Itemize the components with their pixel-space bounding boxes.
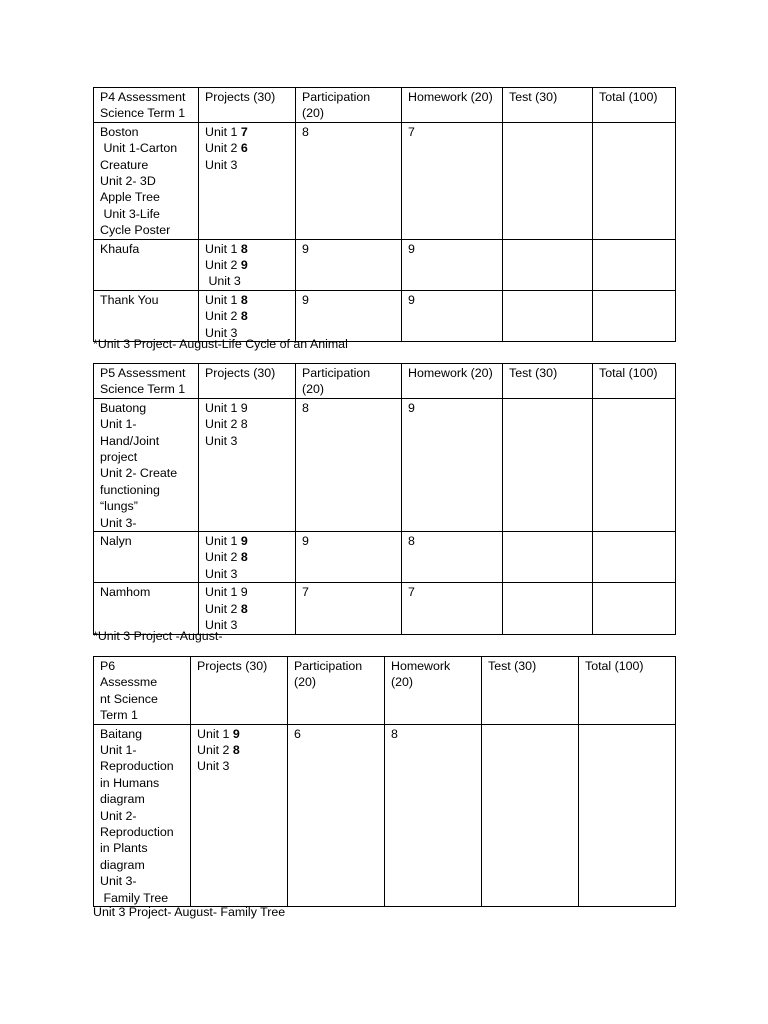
p4-assessment-table — [93, 87, 676, 342]
student-cell — [94, 239, 199, 290]
project-score-line: Unit 3 — [205, 157, 238, 172]
homework-cell: 8 — [402, 532, 503, 583]
participation-cell: 7 — [296, 583, 402, 634]
homework-cell: 7 — [402, 122, 503, 239]
project-score-line: Unit 1 9 — [205, 400, 248, 415]
header-cell-homework: Homework (20) — [402, 364, 503, 399]
project-description: Unit 1-Carton — [100, 141, 178, 156]
total-cell — [593, 290, 676, 341]
project-score-line: Unit 3 — [205, 325, 238, 340]
header-cell-total: Total (100) — [579, 657, 676, 725]
student-name: Baitang — [100, 726, 143, 741]
projects-cell — [199, 239, 296, 290]
project-score-line: Unit 2 9 — [205, 258, 248, 273]
header-cell-homework: Homework (20) — [402, 88, 503, 123]
header-cell-test: Test (30) — [503, 88, 593, 123]
student-name: Boston — [100, 124, 139, 139]
project-score-line: Unit 2 8 — [205, 601, 248, 616]
project-description: Unit 3- — [100, 874, 137, 889]
test-cell — [503, 122, 593, 239]
test-cell — [503, 239, 593, 290]
header-cell-class: P5 Assessment Science Term 1 — [94, 364, 199, 399]
participation-cell: 8 — [296, 398, 402, 531]
projects-cell — [199, 532, 296, 583]
homework-cell: 7 — [402, 583, 503, 634]
project-description: Unit 2- — [100, 808, 137, 823]
homework-cell: 9 — [402, 239, 503, 290]
header-cell-test: Test (30) — [503, 364, 593, 399]
participation-cell: 9 — [296, 239, 402, 290]
student-name: Buatong — [100, 400, 147, 415]
header-cell-total: Total (100) — [593, 364, 676, 399]
header-cell-participation: Participation (20) — [296, 88, 402, 123]
project-description: project — [100, 450, 138, 465]
project-description: Cycle Poster — [100, 223, 171, 238]
project-description: Unit 3-Life — [100, 206, 160, 221]
project-description: Apple Tree — [100, 190, 160, 205]
p6-assessment-table — [93, 656, 676, 907]
projects-cell — [199, 583, 296, 634]
project-score-line: Unit 2 8 — [205, 309, 248, 324]
total-cell — [593, 239, 676, 290]
table-header-row — [94, 88, 676, 123]
header-cell-homework: Homework (20) — [385, 657, 482, 725]
project-score-line: Unit 3 — [205, 274, 241, 289]
student-name: Nalyn — [100, 534, 132, 549]
project-description: Family Tree — [100, 890, 169, 905]
project-description: Unit 1- — [100, 743, 137, 758]
table-row — [94, 583, 676, 634]
student-cell — [94, 398, 199, 531]
project-score-line: Unit 1 8 — [205, 241, 248, 256]
participation-cell: 6 — [288, 724, 385, 906]
projects-cell — [199, 398, 296, 531]
projects-cell — [191, 724, 288, 906]
project-score-line: Unit 1 9 — [205, 534, 248, 549]
table-row — [94, 290, 676, 341]
table-row — [94, 398, 676, 531]
project-description: Unit 3- — [100, 515, 137, 530]
student-cell — [94, 724, 191, 906]
total-cell — [593, 398, 676, 531]
project-description: Unit 1- — [100, 417, 137, 432]
student-name: Khaufa — [100, 241, 140, 256]
header-cell-projects: Projects (30) — [199, 88, 296, 123]
homework-cell: 9 — [402, 398, 503, 531]
header-cell-participation: Participation (20) — [296, 364, 402, 399]
project-score-line: Unit 1 9 — [197, 726, 240, 741]
table-row — [94, 122, 676, 239]
p5-assessment-table — [93, 363, 676, 635]
test-cell — [482, 724, 579, 906]
project-description: “lungs” — [100, 499, 138, 514]
project-score-line: Unit 2 8 — [197, 743, 240, 758]
project-score-line: Unit 3 — [197, 759, 230, 774]
project-score-line: Unit 1 9 — [205, 585, 248, 600]
project-description: Unit 2- Create — [100, 466, 178, 481]
participation-cell: 9 — [296, 290, 402, 341]
project-description: in Plants — [100, 841, 148, 856]
total-cell — [593, 583, 676, 634]
table-footnote: *Unit 3 Project- August-Life Cycle of an Animal — [93, 337, 348, 351]
project-score-line: Unit 3 — [205, 433, 238, 448]
homework-cell: 8 — [385, 724, 482, 906]
projects-cell — [199, 122, 296, 239]
table-footnote: Unit 3 Project- August- Family Tree — [93, 905, 286, 919]
table-footnote: *Unit 3 Project -August- — [93, 629, 223, 643]
project-description: in Humans — [100, 775, 160, 790]
student-cell — [94, 532, 199, 583]
project-description: diagram — [100, 792, 145, 807]
table-row — [94, 724, 676, 906]
table-header-row — [94, 657, 676, 725]
project-score-line: Unit 2 8 — [205, 417, 248, 432]
participation-cell: 8 — [296, 122, 402, 239]
project-description: Reproduction — [100, 825, 174, 840]
header-cell-class: P6 Assessment Science Term 1 — [94, 657, 191, 725]
project-score-line: Unit 1 8 — [205, 292, 248, 307]
header-cell-test: Test (30) — [482, 657, 579, 725]
header-cell-participation: Participation (20) — [288, 657, 385, 725]
test-cell — [503, 532, 593, 583]
header-cell-projects: Projects (30) — [191, 657, 288, 725]
project-description: Unit 2- 3D — [100, 174, 156, 189]
test-cell — [503, 583, 593, 634]
total-cell — [593, 122, 676, 239]
table-row — [94, 239, 676, 290]
student-cell — [94, 122, 199, 239]
header-cell-total: Total (100) — [593, 88, 676, 123]
project-description: Hand/Joint — [100, 433, 160, 448]
student-name: Namhom — [100, 585, 151, 600]
project-description: Creature — [100, 157, 149, 172]
student-name: Thank You — [100, 292, 159, 307]
projects-cell — [199, 290, 296, 341]
table-row — [94, 532, 676, 583]
project-score-line: Unit 2 6 — [205, 141, 248, 156]
table-header-row — [94, 364, 676, 399]
student-cell — [94, 583, 199, 634]
test-cell — [503, 398, 593, 531]
student-cell — [94, 290, 199, 341]
total-cell — [579, 724, 676, 906]
project-score-line: Unit 3 — [205, 566, 238, 581]
participation-cell: 9 — [296, 532, 402, 583]
project-description: Reproduction — [100, 759, 174, 774]
project-score-line: Unit 2 8 — [205, 550, 248, 565]
project-description: diagram — [100, 857, 145, 872]
project-description: functioning — [100, 482, 160, 497]
homework-cell: 9 — [402, 290, 503, 341]
total-cell — [593, 532, 676, 583]
project-score-line: Unit 1 7 — [205, 124, 248, 139]
header-cell-projects: Projects (30) — [199, 364, 296, 399]
header-cell-class: P4 Assessment Science Term 1 — [94, 88, 199, 123]
test-cell — [503, 290, 593, 341]
project-score-line: Unit 3 — [205, 618, 238, 633]
